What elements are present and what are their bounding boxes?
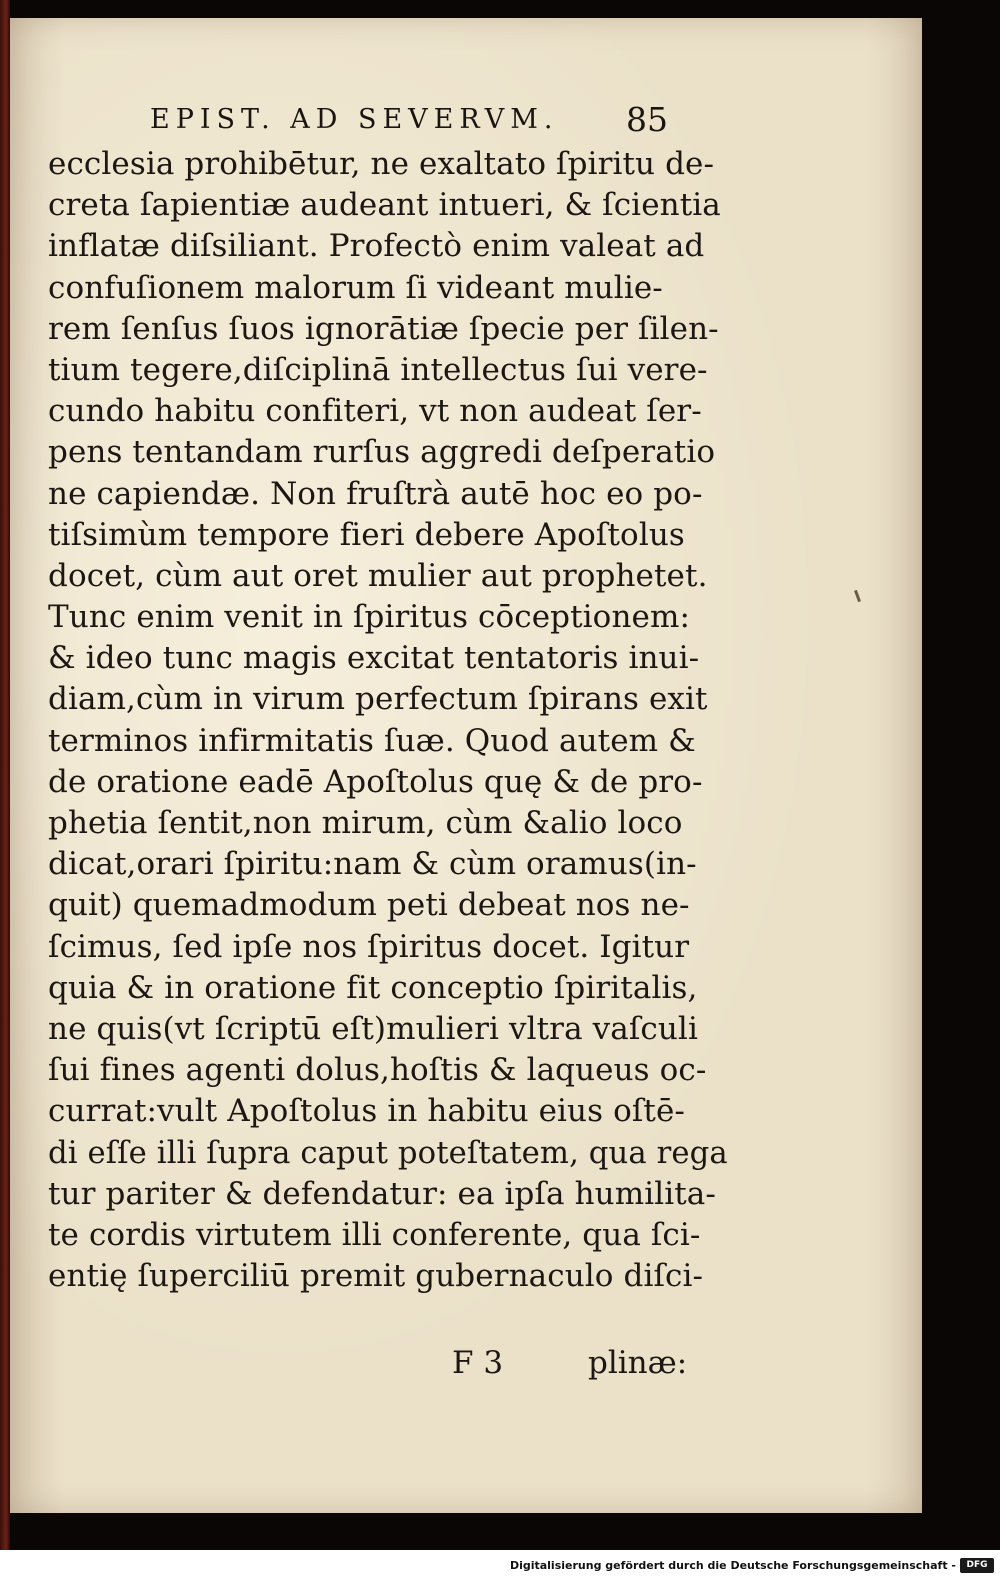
text-line: ne quis(vt ſcriptū eſt)mulieri vltra vaſculi <box>48 1010 698 1047</box>
book-page <box>10 18 922 1513</box>
page-foot <box>48 1345 728 1389</box>
text-line: tiſsimùm tempore fieri debere Apoſtolus <box>48 516 685 553</box>
signature-mark: F 3 <box>452 1345 504 1381</box>
text-line: Tunc enim venit in ſpiritus cōceptionem: <box>48 599 690 636</box>
ink-speck <box>854 590 861 602</box>
text-line: creta ſapientiæ audeant intueri, & ſcientia <box>48 187 721 224</box>
text-line: & ideo tunc magis excitat tentatoris inui- <box>48 640 700 677</box>
text-line: quit) quemadmodum peti debeat nos ne- <box>48 887 690 924</box>
text-line: inflatæ diſsiliant. Profectò enim valeat ad <box>48 228 705 265</box>
text-line: diam,cùm in virum perfectum ſpirans exit <box>48 681 708 718</box>
body-text <box>48 144 728 1297</box>
text-line: tium tegere,diſciplinā intellectus ſui vere- <box>48 351 708 388</box>
text-line: tur pariter & defendatur: ea ipſa humilita- <box>48 1175 716 1212</box>
footer-credit: Digitalisierung gefördert durch die Deutsche Forschungsgemeinschaft - <box>509 1559 956 1572</box>
text-line: cundo habitu confiteri, vt non audeat ſer- <box>48 393 702 430</box>
digitization-footer <box>0 1550 1000 1584</box>
binding-edge <box>0 0 10 1550</box>
text-line: ecclesia prohibētur, ne exaltato ſpiritu de- <box>48 146 715 182</box>
catchword: plinæ: <box>588 1345 688 1381</box>
text-line: currat:vult Apoſtolus in habitu eius oſtē- <box>48 1093 686 1130</box>
text-line: phetia ſentit,non mirum, cùm &alio loco <box>48 805 683 841</box>
text-line: terminos infirmitatis ſuæ. Quod autem & <box>48 722 696 759</box>
text-line: dicat,orari ſpiritu:nam & cùm oramus(in- <box>48 846 697 883</box>
dfg-logo: DFG <box>960 1558 994 1573</box>
text-line: te cordis virtutem illi conferente, qua ſci- <box>48 1216 701 1253</box>
text-line: ſcimus, ſed ipſe nos ſpiritus docet. Igitur <box>48 928 690 965</box>
text-line: pens tentandam rurſus aggredi deſperatio <box>48 434 716 471</box>
text-line: entię ſuperciliū premit gubernaculo diſci- <box>48 1258 704 1295</box>
text-line: docet, cùm aut oret mulier aut prophetet. <box>48 557 708 594</box>
text-line: quia & in oratione fit conceptio ſpiritalis, <box>48 969 698 1006</box>
text-line: di eſſe illi ſupra caput poteſtatem, qua rega <box>48 1134 728 1171</box>
page-number: 85 <box>626 100 668 139</box>
text-line: de oratione eadē Apoſtolus quę & de pro- <box>48 763 703 800</box>
running-head-title: EPIST. AD SEVERVM. <box>150 104 559 135</box>
text-line: ſui fines agenti dolus,hoſtis & laqueus oc- <box>48 1052 707 1089</box>
text-line: ne capiendæ. Non fruſtrà autē hoc eo po- <box>48 475 703 512</box>
running-head <box>150 100 710 150</box>
text-line: confuſionem malorum ſi videant mulie- <box>48 269 663 306</box>
text-line: rem ſenſus ſuos ignorātiæ ſpecie per ſilen- <box>48 310 719 347</box>
